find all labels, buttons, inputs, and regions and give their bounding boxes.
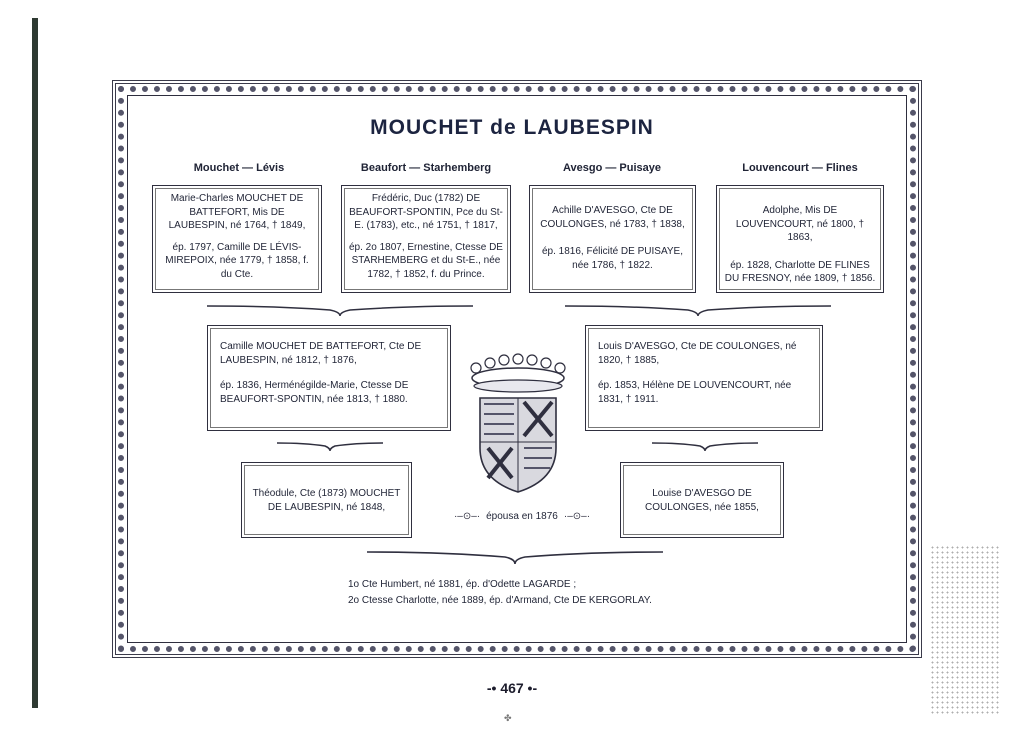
person-box-louis [585,325,823,431]
marriage-entry: ép. 1816, Félicité DE PUISAYE, née 1786, † 1822. [542,246,683,271]
person-box-theodule [241,462,412,538]
person-entry: Théodule, Cte (1873) MOUCHET DE LAUBESPIN, né 1848, [252,488,401,513]
person-box-avesgo [529,185,696,293]
person-entry: Louis D'AVESGO, Cte DE COULONGES, né 1820, † 1885, [598,341,797,366]
person-entry: Camille MOUCHET DE BATTEFORT, Cte DE LAUBESPIN, né 1812, † 1876, [220,341,422,366]
brace-connector [650,441,760,451]
brace-connector [563,304,833,314]
coat-of-arms-icon [466,352,570,498]
person-box-beaufort [341,185,511,293]
ornament-icon: -• [486,680,501,696]
ornament-icon: ·–⊙–· [563,511,591,522]
person-entry: Marie-Charles MOUCHET DE BATTEFORT, Mis DE LAUBESPIN, né 1764, † 1849, [168,193,306,231]
brace-connector [275,441,385,451]
printer-mark-icon: ✤ [504,713,512,723]
child-entry: 1o Cte Humbert, né 1881, ép. d'Odette LAGARDE ; [348,579,577,590]
column-heading-louvencourt-flines: Louvencourt — Flines [742,162,858,174]
ornament-icon: ·–⊙–· [453,511,481,522]
person-entry: Frédéric, Duc (1782) DE BEAUFORT-SPONTIN, Pce du St-E. (1783), etc., né 1751, † 1817, [349,193,503,231]
person-entry: Achille D'AVESGO, Cte DE COULONGES, né 1783, † 1838, [540,205,685,230]
children-list [348,577,652,609]
marriage-entry: ép. 1836, Herménégilde-Marie, Ctesse DE BEAUFORT-SPONTIN, née 1813, † 1880. [220,380,409,405]
person-entry: Adolphe, Mis DE LOUVENCOURT, né 1800, † 1863, [735,205,865,243]
marriage-entry: ép. 1797, Camille DE LÉVIS-MIREPOIX, née 1779, † 1858, f. du Cte. [165,241,309,280]
marriage-entry: ép. 1828, Charlotte DE FLINES DU FRESNOY, née 1809, † 1856. [724,259,876,284]
married-label [452,511,592,522]
brace-connector [365,550,665,560]
married-text: épousa en 1876 [486,511,558,522]
ornament-icon: •- [523,680,538,696]
page-title: MOUCHET de LAUBESPIN [370,116,654,139]
marriage-entry: ép. 1853, Hélène DE LOUVENCOURT, née 1831, † 1911. [598,380,792,405]
person-entry: Louise D'AVESGO DE COULONGES, née 1855, [645,488,759,513]
person-box-louise [620,462,784,538]
person-box-mouchet [152,185,322,293]
brace-connector [205,304,475,314]
column-heading-mouchet-levis: Mouchet — Lévis [193,162,285,174]
page-number [0,680,1024,696]
child-entry: 2o Ctesse Charlotte, née 1889, ép. d'Armand, Cte DE KERGORLAY. [348,595,652,606]
marriage-entry: ép. 2o 1807, Ernestine, Ctesse DE STARHEMBERG et du St-E., née 1782, † 1852, f. du Prince. [349,241,503,280]
column-heading-avesgo-puisaye: Avesgo — Puisaye [562,162,662,174]
person-box-louvencourt [716,185,884,293]
person-box-camille [207,325,451,431]
column-heading-beaufort-starhemberg: Beaufort — Starhemberg [360,162,492,174]
page-number-value: 467 [500,680,524,696]
